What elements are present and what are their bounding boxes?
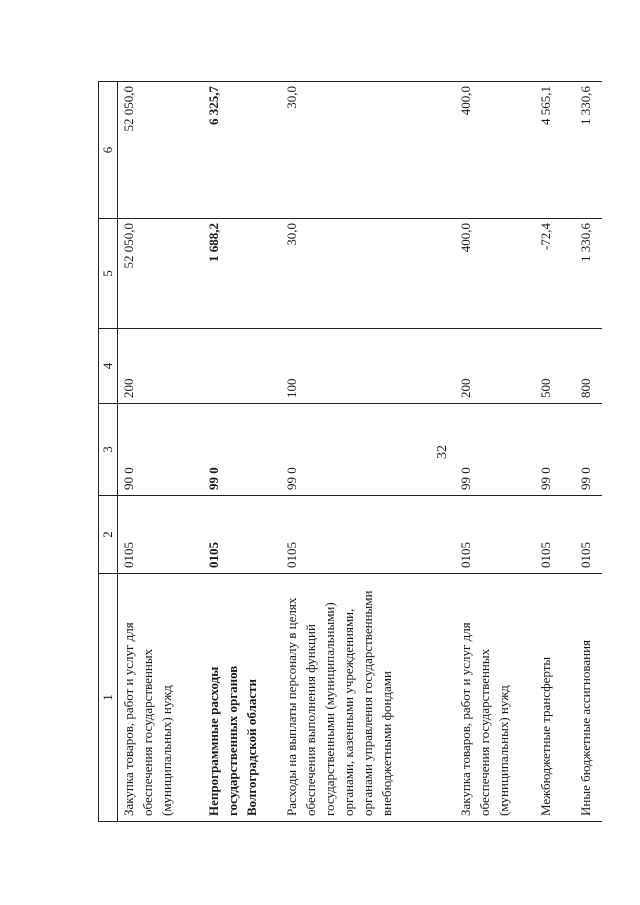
row-section: 0105 — [562, 496, 602, 574]
row-total: 30,0 — [268, 82, 442, 219]
row-program: 99 0 — [562, 404, 602, 496]
row-section: 0105 — [522, 496, 562, 574]
row-change: 1 330,6 — [562, 219, 602, 329]
row-section: 0105 — [268, 496, 442, 574]
row-total: 6 325,7 — [190, 82, 268, 219]
row-name: Закупка товаров, работ и услуг для обеспечения государственных (муниципальных) нужд — [118, 574, 190, 822]
table-row — [118, 82, 190, 822]
header-col-6: 6 — [99, 82, 118, 219]
row-type: 200 — [118, 329, 190, 404]
row-program: 99 0 — [190, 404, 268, 496]
page-number: 32 — [435, 445, 450, 459]
table-row — [522, 82, 562, 822]
header-col-1: 1 — [99, 574, 118, 822]
row-name: Иные бюджетные ассигнования — [562, 574, 602, 822]
row-type: 500 — [522, 329, 562, 404]
row-total: 4 565,1 — [522, 82, 562, 219]
row-type — [190, 329, 268, 404]
row-program: 99 0 — [268, 404, 442, 496]
table-row — [562, 82, 602, 822]
header-col-3: 3 — [99, 404, 118, 496]
header-col-5: 5 — [99, 219, 118, 329]
table-row — [268, 82, 442, 822]
row-name: Межбюджетные трансферты — [522, 574, 562, 822]
row-name: Закупка товаров, работ и услуг для обеспечения государственных (муниципальных) нужд — [442, 574, 522, 822]
row-change: -72,4 — [522, 219, 562, 329]
budget-table — [98, 81, 602, 822]
table-header-row — [99, 82, 118, 822]
row-change: 400,0 — [442, 219, 522, 329]
row-type: 800 — [562, 329, 602, 404]
row-total: 1 330,6 — [562, 82, 602, 219]
row-program: 90 0 — [118, 404, 190, 496]
row-change: 30,0 — [268, 219, 442, 329]
row-section: 0105 — [190, 496, 268, 574]
row-change: 1 688,2 — [190, 219, 268, 329]
row-section: 0105 — [118, 496, 190, 574]
row-section: 0105 — [442, 496, 522, 574]
row-program: 99 0 — [522, 404, 562, 496]
row-name: Расходы на выплаты персоналу в целях обеспечения выполнения функций государственными (муниципальными) органами, казенными учреждениями, органами управления государственными внебюджетными фондами — [268, 574, 442, 822]
row-type: 200 — [442, 329, 522, 404]
row-total: 400,0 — [442, 82, 522, 219]
table-row — [190, 82, 268, 822]
row-change: 52 050,0 — [118, 219, 190, 329]
table-row — [442, 82, 522, 822]
row-total: 52 050,0 — [118, 82, 190, 219]
header-col-4: 4 — [99, 329, 118, 404]
row-type: 100 — [268, 329, 442, 404]
header-col-2: 2 — [99, 496, 118, 574]
row-name: Непрограммные расходы государственных органов Волгоградской области — [190, 574, 268, 822]
row-program: 99 0 — [442, 404, 522, 496]
budget-table-rotated — [98, 82, 593, 822]
